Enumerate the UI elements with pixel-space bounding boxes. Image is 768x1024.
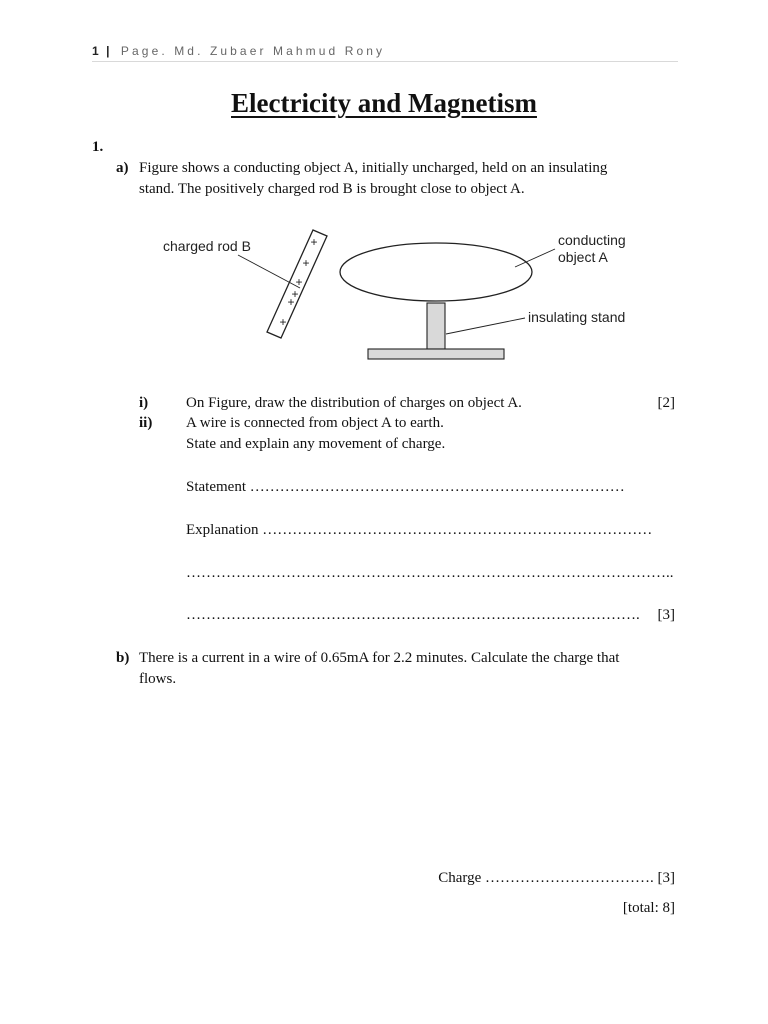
rod-label: charged rod B [163, 238, 251, 254]
sub-ii-text-line2: State and explain any movement of charge. [186, 436, 446, 452]
header-text: Page. Md. Zubaer Mahmud Rony [120, 44, 386, 58]
sub-i-label: i) [139, 395, 149, 411]
part-a-text-line1: Figure shows a conducting object A, initially uncharged, held on an insulating [139, 160, 608, 176]
charge-answer-line[interactable]: Charge ……………………………. [3] [438, 870, 675, 886]
total-marks: [total: 8] [622, 900, 675, 916]
part-a-label: a) [116, 160, 129, 176]
plus-sign: + [310, 235, 318, 249]
sub-ii-text-line1: A wire is connected from object A to earth. [186, 415, 444, 431]
part-b-text-line1: There is a current in a wire of 0.65mA for 2.2 minutes. Calculate the charge that [139, 650, 620, 666]
object-label-line1: conducting [558, 232, 626, 248]
sub-i-marks: [2] [657, 395, 675, 411]
plus-sign: + [279, 315, 287, 329]
part-a-text-line2: stand. The positively charged rod B is brought close to object A. [139, 181, 525, 197]
object-label-line2: object A [558, 249, 608, 265]
explanation-answer-line[interactable]: Explanation …………………………………………………………………… [186, 522, 653, 538]
stand-label: insulating stand [528, 309, 626, 325]
page-number: 1 [92, 44, 100, 58]
part-b-label: b) [116, 650, 130, 666]
statement-answer-line[interactable]: Statement ………………………………………………………………… [186, 479, 625, 495]
insulating-stand [427, 303, 445, 349]
sub-i-text: On Figure, draw the distribution of charges on object A. [186, 395, 522, 411]
header-divider [92, 61, 678, 62]
plus-sign: + [287, 295, 295, 309]
page-header [92, 44, 678, 58]
answer-line[interactable]: …………………………………………………………………………………….. [186, 565, 674, 581]
header-separator: | [106, 44, 111, 58]
page-title: Electricity and Magnetism [231, 88, 537, 118]
plus-sign: + [295, 275, 303, 289]
rod-pointer [238, 255, 303, 289]
stand-pointer [446, 318, 525, 334]
conducting-object [340, 243, 532, 301]
sub-ii-marks: [3] [657, 607, 675, 623]
plus-sign: + [291, 287, 299, 301]
answer-line[interactable]: ………………………………………………………………………………. [186, 607, 640, 623]
question-number: 1. [92, 139, 104, 155]
charge-figure [150, 220, 650, 370]
part-b-text-line2: flows. [139, 671, 177, 687]
stand-base [368, 349, 504, 359]
plus-sign: + [302, 256, 310, 270]
sub-ii-label: ii) [139, 415, 153, 431]
